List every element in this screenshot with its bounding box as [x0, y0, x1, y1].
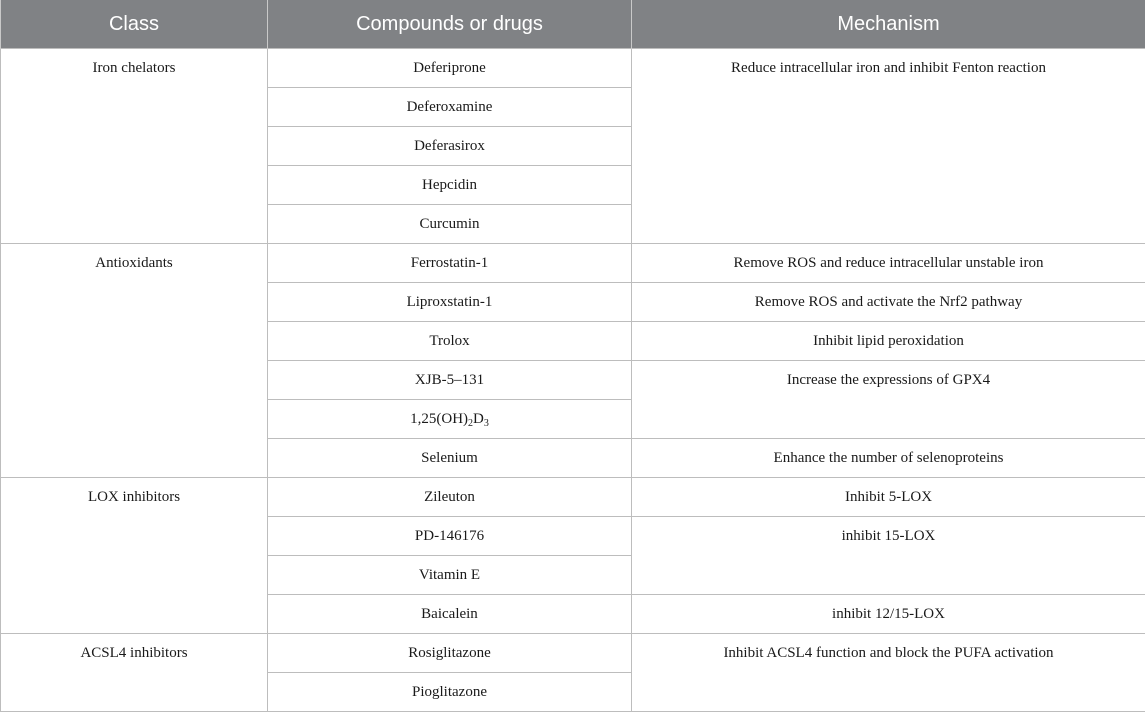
compound-cell: Curcumin	[268, 205, 632, 244]
mechanism-cell: Inhibit lipid peroxidation	[632, 322, 1145, 361]
mechanism-cell: inhibit 12/15-LOX	[632, 595, 1145, 634]
formula-prefix: 1,25(OH)	[410, 411, 468, 427]
mechanism-cell: Inhibit ACSL4 function and block the PUFA activation	[632, 634, 1145, 712]
table-row	[1, 49, 1145, 88]
compound-cell: Rosiglitazone	[268, 634, 632, 673]
compound-cell: Deferoxamine	[268, 88, 632, 127]
compound-cell: Selenium	[268, 439, 632, 478]
compound-cell: Trolox	[268, 322, 632, 361]
compound-cell-formula	[268, 400, 632, 439]
compound-cell: Deferasirox	[268, 127, 632, 166]
table-row	[1, 478, 1145, 517]
compound-cell: XJB-5–131	[268, 361, 632, 400]
class-cell: LOX inhibitors	[1, 478, 268, 634]
class-cell: Iron chelators	[1, 49, 268, 244]
header-compounds: Compounds or drugs	[268, 0, 632, 49]
compound-cell: Ferrostatin-1	[268, 244, 632, 283]
header-class: Class	[1, 0, 268, 49]
mechanism-cell: Increase the expressions of GPX4	[632, 361, 1145, 439]
compound-cell: Zileuton	[268, 478, 632, 517]
mechanism-cell: Inhibit 5-LOX	[632, 478, 1145, 517]
compound-cell: Baicalein	[268, 595, 632, 634]
class-cell: Antioxidants	[1, 244, 268, 478]
compound-cell: PD-146176	[268, 517, 632, 556]
header-mechanism: Mechanism	[632, 0, 1145, 49]
class-cell: ACSL4 inhibitors	[1, 634, 268, 712]
formula-mid: D	[473, 411, 484, 427]
compound-cell: Pioglitazone	[268, 673, 632, 712]
compound-cell: Deferiprone	[268, 49, 632, 88]
formula-subscript: 3	[484, 418, 489, 429]
compound-cell: Hepcidin	[268, 166, 632, 205]
compound-cell: Vitamin E	[268, 556, 632, 595]
mechanism-cell: Enhance the number of selenoproteins	[632, 439, 1145, 478]
mechanism-cell: Remove ROS and reduce intracellular unstable iron	[632, 244, 1145, 283]
mechanism-cell: Reduce intracellular iron and inhibit Fenton reaction	[632, 49, 1145, 244]
mechanism-cell: Remove ROS and activate the Nrf2 pathway	[632, 283, 1145, 322]
formula-subscript: 2	[468, 418, 473, 429]
table-row	[1, 634, 1145, 673]
header-row	[1, 0, 1145, 49]
table-row	[1, 244, 1145, 283]
mechanism-cell: inhibit 15-LOX	[632, 517, 1145, 595]
compound-cell: Liproxstatin-1	[268, 283, 632, 322]
